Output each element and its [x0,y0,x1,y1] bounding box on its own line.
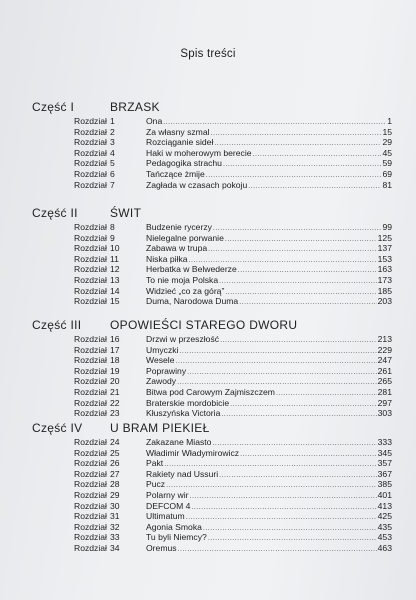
chapter-label: Rozdział [74,542,107,553]
chapter-title: Władimir Władymirowicz [146,447,240,458]
dot-leader [248,182,381,193]
chapter-title: Budzenie rycerzy [146,222,212,232]
chapter-title: Drzwi w przeszłość [146,334,220,344]
chapter-number: 5 [110,158,115,169]
toc-entry [32,437,392,448]
chapter-label: Rozdział [74,147,107,158]
toc-entry [32,127,392,138]
chapter-label: Rozdział [74,222,107,232]
chapter-number: 13 [110,274,120,285]
chapter-number: 14 [110,285,120,296]
page-number: 247 [377,355,392,366]
chapter-title: To nie moja Polska [146,274,219,285]
chapter-number: 32 [110,521,120,532]
chapter-label: Rozdział [74,468,107,479]
page-number: 163 [377,264,392,275]
chapter-title: Poprawiny [146,365,187,376]
toc-entry [32,543,392,554]
page-number: 69 [382,168,392,179]
page-number: 45 [382,147,392,158]
toc-entry [32,448,392,459]
chapter-title: Kłuszyńska Victoria [146,408,221,419]
chapter-label: Rozdział [74,285,107,296]
page-number: 261 [377,365,392,376]
part-name: ŚWIT [110,206,142,220]
page-number: 203 [377,296,392,307]
toc-entry [32,180,392,191]
chapter-number: 23 [110,408,120,419]
chapter-number: 20 [110,376,120,387]
dot-leader [239,298,376,309]
page-number: 413 [377,500,392,511]
part-number: Część I [32,100,75,114]
chapter-number: 33 [110,532,120,543]
chapter-label: Rozdział [74,137,107,148]
page-number: 425 [377,511,392,522]
chapter-number: 31 [110,511,120,522]
chapter-label: Rozdział [74,179,107,190]
chapter-title: Pakt [146,458,164,469]
page-number: 99 [382,222,392,232]
chapter-number: 15 [110,296,120,307]
toc-entry [32,366,392,377]
chapter-label: Rozdział [74,489,107,500]
chapter-title: Zakazane Miasto [146,437,212,447]
chapter-label: Rozdział [74,334,107,344]
toc-entry [32,345,392,356]
chapter-title: Ona [146,116,163,126]
toc-entry [32,532,392,543]
page-number: 229 [377,344,392,355]
chapter-title: Bitwa pod Carowym Zajmiszczem [146,386,275,397]
chapter-number: 10 [110,243,120,254]
chapter-number: 18 [110,355,120,366]
chapter-title: Rakiety nad Ussuri [146,468,219,479]
chapter-label: Rozdział [74,355,107,366]
toc-entry [32,233,392,244]
chapter-label: Rozdział [74,397,107,408]
toc-entry [32,490,392,501]
part-heading [32,318,392,334]
page-number: 59 [382,158,392,169]
page-number: 345 [377,447,392,458]
toc-entry [32,275,392,286]
toc-entry [32,511,392,522]
chapter-title: Widzieć „co za górą” [146,285,225,296]
chapter-title: Pucz [146,479,166,490]
chapter-label: Rozdział [74,344,107,355]
page-number: 367 [377,468,392,479]
chapter-label: Rozdział [74,386,107,397]
page-number: 153 [377,253,392,264]
chapter-title: Rozciąganie sideł [146,137,214,148]
part-name: BRZASK [110,100,160,114]
page-number: 463 [377,542,392,553]
toc-entry [32,137,392,148]
page-number: 137 [377,243,392,254]
chapter-title: Haki w moherowym berecie [146,147,252,158]
chapter-number: 22 [110,397,120,408]
chapter-number: 19 [110,365,120,376]
chapter-number: 1 [110,116,115,126]
part-name: OPOWIEŚCI STAREGO DWORU [110,318,298,332]
page-number: 125 [377,232,392,243]
page-number: 333 [377,437,392,447]
chapter-number: 30 [110,500,120,511]
chapter-number: 25 [110,447,120,458]
part-heading [32,100,392,116]
chapter-number: 6 [110,168,115,179]
page-number: 435 [377,521,392,532]
page-number: 15 [382,126,392,137]
toc-entry [32,286,392,297]
part-heading [32,206,392,222]
toc-entry [32,148,392,159]
chapter-title: Niska piłka [146,253,188,264]
chapter-label: Rozdział [74,243,107,254]
chapter-label: Rozdział [74,274,107,285]
chapter-label: Rozdział [74,521,107,532]
chapter-title: Zabawa w trupa [146,243,208,254]
chapter-title: Agonia Smoka [146,521,202,532]
toc-entry [32,243,392,254]
toc-entry [32,254,392,265]
chapter-number: 27 [110,468,120,479]
chapter-number: 26 [110,458,120,469]
chapter-label: Rozdział [74,365,107,376]
page-number: 281 [377,386,392,397]
toc-entry [32,522,392,533]
page-number: 185 [377,285,392,296]
chapter-number: 24 [110,437,120,447]
chapter-title: Oremus [146,542,177,553]
chapter-title: Zagłada w czasach pokoju [146,179,248,190]
chapter-number: 16 [110,334,120,344]
toc-entry [32,501,392,512]
page-number: 265 [377,376,392,387]
chapter-number: 9 [110,232,115,243]
chapter-title: Duma, Narodowa Duma [146,296,239,307]
page-title: Spis treści [180,48,236,60]
chapter-label: Rozdział [74,296,107,307]
chapter-title: Braterskie mordobicie [146,397,230,408]
chapter-number: 17 [110,344,120,355]
chapter-number: 21 [110,386,120,397]
chapter-title: Wesele [146,355,175,366]
chapter-label: Rozdział [74,511,107,522]
toc-entry [32,116,392,127]
page-number: 357 [377,458,392,469]
chapter-title: Tańczące żmije [146,168,205,179]
toc-entry [32,408,392,419]
chapter-title: Pedagogika strachu [146,158,222,169]
chapter-title: Zawody [146,376,177,387]
chapter-number: 7 [110,179,115,190]
toc-entry [32,479,392,490]
chapter-title: Tu byli Niemcy? [146,532,207,543]
page-number: 453 [377,532,392,543]
part-2 [32,206,392,307]
toc-entry [32,376,392,387]
chapter-label: Rozdział [74,116,107,126]
chapter-label: Rozdział [74,264,107,275]
toc-entry [32,158,392,169]
chapter-label: Rozdział [74,253,107,264]
chapter-label: Rozdział [74,458,107,469]
chapter-number: 34 [110,542,120,553]
chapter-label: Rozdział [74,447,107,458]
toc-entry [32,222,392,233]
toc-entry [32,458,392,469]
chapter-label: Rozdział [74,168,107,179]
toc-entry [32,296,392,307]
chapter-label: Rozdział [74,500,107,511]
chapter-title: Nielegalne porwanie [146,232,224,243]
chapter-label: Rozdział [74,437,107,447]
page-number: 29 [382,137,392,148]
part-number: Część IV [32,421,83,435]
chapter-title: DEFCOM 4 [146,500,191,511]
dot-leader [178,545,377,556]
part-name: U BRAM PIEKIEŁ [110,421,210,435]
page-number: 401 [377,489,392,500]
chapter-number: 28 [110,479,120,490]
chapter-label: Rozdział [74,232,107,243]
chapter-number: 12 [110,264,120,275]
page-number: 303 [377,408,392,419]
chapter-label: Rozdział [74,126,107,137]
chapter-label: Rozdział [74,158,107,169]
toc-entry [32,355,392,366]
page-number: 385 [377,479,392,490]
chapter-number: 4 [110,147,115,158]
chapter-title: Herbatka w Belwederze [146,264,237,275]
page-number: 1 [387,116,392,126]
chapter-label: Rozdział [74,532,107,543]
page-number: 213 [377,334,392,344]
chapter-title: Za własny szmal [146,126,210,137]
part-number: Część III [32,318,82,332]
page-number: 81 [382,179,392,190]
part-number: Część II [32,206,78,220]
chapter-number: 2 [110,126,115,137]
chapter-number: 3 [110,137,115,148]
chapter-label: Rozdział [74,479,107,490]
toc-entry [32,398,392,409]
part-heading [32,421,392,437]
part-1 [32,100,392,190]
chapter-number: 11 [110,253,119,264]
chapter-label: Rozdział [74,408,107,419]
page-number: 173 [377,274,392,285]
part-4 [32,421,392,554]
toc-entry [32,169,392,180]
chapter-title: Polarny wir [146,489,189,500]
toc-entry [32,264,392,275]
chapter-number: 8 [110,222,115,232]
part-3 [32,318,392,419]
dot-leader [221,410,376,421]
toc-entry [32,469,392,480]
toc-entry [32,387,392,398]
chapter-title: Umyczki [146,344,179,355]
page-number: 297 [377,397,392,408]
chapter-title: Ultimatum [146,511,185,522]
chapter-number: 29 [110,489,120,500]
toc-entry [32,334,392,345]
chapter-label: Rozdział [74,376,107,387]
